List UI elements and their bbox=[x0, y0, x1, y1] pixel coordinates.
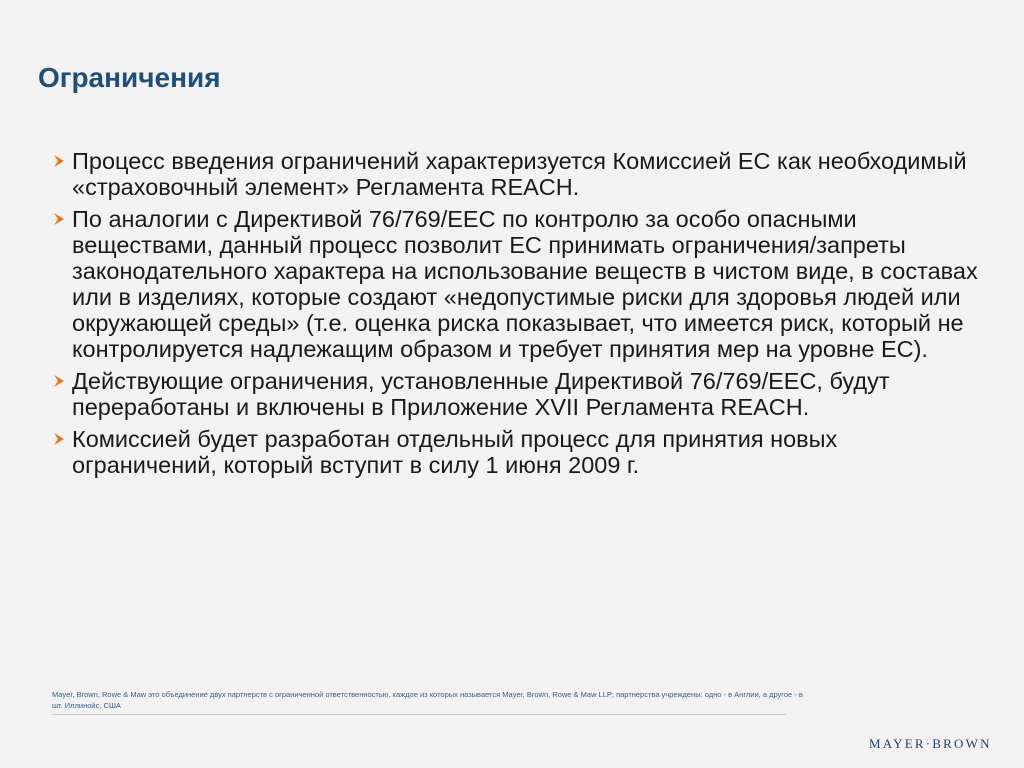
bullet-arrow-icon bbox=[52, 374, 66, 388]
bullet-item bbox=[52, 368, 982, 420]
bullet-list bbox=[52, 148, 982, 484]
bullet-text: Действующие ограничения, установленные Директивой 76/769/EEC, будут переработаны и включены в Приложение XVII Регламента REACH. bbox=[72, 368, 890, 420]
footer-disclaimer: Mayer, Brown, Rowe & Maw это объединение двух партнерств с ограниченной ответственностью, каждое из которых называется Mayer, Brown, Rowe & Maw LLP; партнерства учреждены: одно - в Англии, а другое - в шт. Иллинойс, США bbox=[52, 690, 803, 710]
bullet-arrow-icon bbox=[52, 154, 66, 168]
bullet-arrow-icon bbox=[52, 432, 66, 446]
bullet-item bbox=[52, 426, 982, 478]
bullet-text: Комиссией будет разработан отдельный процесс для принятия новых ограничений, который вступит в силу 1 июня 2009 г. bbox=[72, 426, 838, 478]
footer-divider bbox=[52, 714, 786, 715]
bullet-item bbox=[52, 148, 982, 200]
bullet-text: По аналогии с Директивой 76/769/EEC по контролю за особо опасными веществами, данный процесс позволит ЕС принимать ограничения/запреты законодательного характера на использование веществ в чистом виде, в составах или в изделиях, которые создают «недопустимые риски для здоровья людей или окружающей среды» (т.е. оценка риска показывает, что имеется риск, который не контролируется надлежащим образом и требует принятия мер на уровне ЕС). bbox=[72, 206, 978, 362]
company-logo: MAYER·BROWN bbox=[869, 736, 992, 751]
bullet-item bbox=[52, 206, 982, 362]
bullet-arrow-icon bbox=[52, 212, 66, 226]
slide-title: Ограничения bbox=[38, 62, 221, 93]
bullet-text: Процесс введения ограничений характеризуется Комиссией ЕС как необходимый «страховочный элемент» Регламента REACH. bbox=[72, 148, 967, 200]
